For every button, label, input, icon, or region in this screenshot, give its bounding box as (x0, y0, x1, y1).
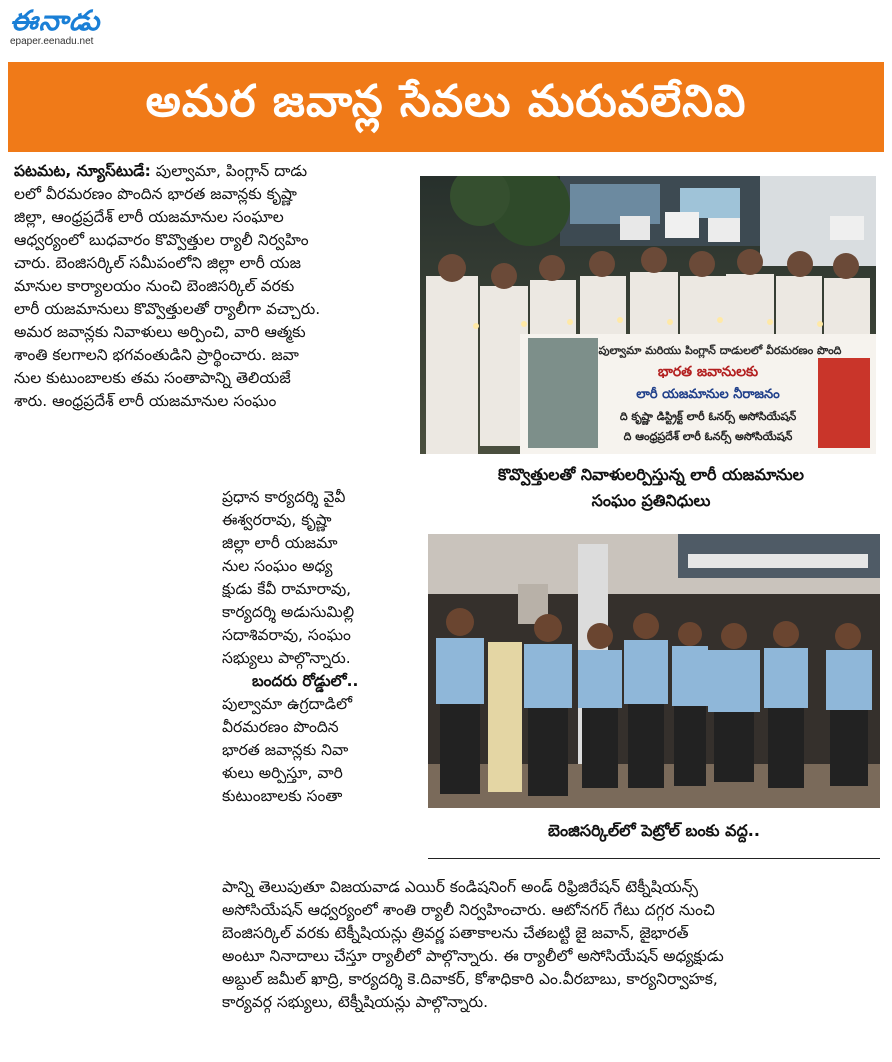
photo-petrol-bunk (428, 534, 880, 808)
para-1-line: జిల్లా, ఆంధ్రప్రదేశ్ లారీ యజమానుల సంఘాల (14, 208, 284, 226)
subhead-bandar-road: బందరు రోడ్డులో.. (252, 672, 359, 690)
photo-1-banner-line-1: పుల్వామా మరియు పింగ్లాన్ దాడులలో వీరమరణం పొంది (598, 344, 842, 357)
para-4-lines (222, 876, 882, 1014)
article-para-1 (14, 160, 412, 413)
photo-1-caption-line-1: కొవ్వొత్తులతో నివాళులర్పిస్తున్న లారీ యజమానుల (497, 465, 805, 484)
para-2-line: ప్రధాన కార్యదర్శి వైవీ (222, 488, 346, 506)
article-para-2 (222, 486, 408, 808)
para-3-line: పుల్వామా ఉగ్రదాడిలో (222, 695, 353, 713)
photo-2-image (428, 534, 880, 808)
para-2-line: సభ్యులు పాల్గొన్నారు. (222, 649, 351, 667)
para-1-line: లారీ యజమానులు కొవ్వొత్తులతో ర్యాలీగా వచ్చారు. (14, 300, 321, 318)
para-4-line: బెంజిసర్కిల్ వరకు టెక్నీషియన్లు త్రివర్ణ పతాకాలను చేతబట్టి జై జవాన్, జైభారత్ (222, 924, 689, 942)
para-3-lines (222, 693, 408, 808)
photo-1-banner-line-2: భారత జవానులకు (657, 364, 759, 380)
para-1-line: నుల కుటుంబాలకు తమ సంతాపాన్ని తెలియజే (14, 369, 291, 387)
para-2-lines (222, 486, 408, 670)
para-1-line: శారు. ఆంధ్రప్రదేశ్ లారీ యజమానుల సంఘం (14, 392, 277, 410)
photo-1-caption (424, 462, 878, 514)
photo-1-banner-line-3: లారీ యజమానుల నీరాజనం (636, 387, 780, 402)
masthead-logo (10, 4, 100, 47)
para-4-line: పాన్ని తెలుపుతూ విజయవాడ ఎయిర్ కండిషనింగ్ అండ్ రిఫ్రిజిరేషన్ టెక్నీషియన్స్ (222, 878, 699, 896)
article-para-4 (222, 876, 882, 1014)
para-2-line: నుల సంఘం అధ్య (222, 557, 333, 575)
para-1-line: లలో వీరమరణం పొందిన భారత జవాన్లకు కృష్ణా (14, 185, 297, 203)
para-2-line: క్షుడు కేవీ రామారావు, (222, 580, 352, 598)
para-3-line: ళులు అర్పిస్తూ, వారి (222, 764, 343, 782)
para-1-line: ఆధ్వర్యంలో బుధవారం కొవ్వొత్తుల ర్యాలీ నిర్వహిం (14, 231, 309, 249)
para-3-line: భారత జవాన్లకు నివా (222, 741, 349, 759)
caption-divider (428, 858, 880, 859)
photo-candle-rally (420, 176, 876, 454)
para-3-line: కుటుంబాలకు సంతా (222, 787, 343, 805)
headline-banner (8, 62, 884, 152)
para-1-line: పటమట, న్యూస్‌టుడే: పుల్వామా, పింగ్లాన్ దాడు (14, 162, 308, 180)
para-1-line: అమర జవాన్లకు నివాళులు అర్పించి, వారి ఆత్మకు (14, 323, 306, 341)
para-1-line: మానుల కార్యాలయం నుంచి బెంజిసర్కిల్ వరకు (14, 277, 295, 295)
logo-wordmark: ఈనాడు (10, 4, 101, 37)
photo-1-banner-line-4: ది కృష్ణా డిస్ట్రిక్ట్ లారీ ఓనర్స్ అసోసియేషన్ (619, 410, 797, 423)
para-2-line: ఈశ్వరరావు, కృష్ణా (222, 511, 332, 529)
photo-2-caption: బెంజిసర్కిల్‌లో పెట్రోల్ బంకు వద్ద.. (548, 821, 760, 840)
para-1-line: చారు. బెంజిసర్కిల్ సమీపంలోని జిల్లా లారీ యజ (14, 254, 301, 272)
para-2-line: కార్యదర్శి అడుసుమిల్లి (222, 603, 355, 621)
para-4-line: అబ్దుల్ జమీల్ ఖాద్రి, కార్యదర్శి కె.దివాకర్, కోశాధికారి ఎం.వీరబాబు, కార్యనిర్వాహక, (222, 970, 718, 988)
logo-url: epaper.eenadu.net (10, 36, 94, 47)
photo-1-caption-line-2: సంఘం ప్రతినిధులు (591, 491, 711, 510)
photo-1-banner-line-5: ది ఆంధ్రప్రదేశ్ లారీ ఓనర్స్ అసోసియేషన్ (623, 430, 793, 443)
para-3-line: వీరమరణం పొందిన (222, 718, 339, 736)
photo-1-image (420, 176, 876, 454)
para-4-line: కార్యవర్గ సభ్యులు, టెక్నీషియన్లు పాల్గొన్నారు. (222, 993, 489, 1011)
para-2-line: జిల్లా లారీ యజమా (222, 534, 338, 552)
headline: అమర జవాన్ల సేవలు మరువలేనివి (145, 76, 747, 127)
para-2-line: సదాశివరావు, సంఘం (222, 626, 351, 644)
para-1-line: శాంతి కలగాలని భగవంతుడిని ప్రార్థించారు. జవా (14, 346, 299, 364)
dateline: పటమట, న్యూస్‌టుడే: (14, 162, 151, 180)
para-1-lines (14, 160, 412, 413)
para-4-line: అంటూ నినాదాలు చేస్తూ ర్యాలీలో పాల్గొన్నారు. ఈ ర్యాలీలో అసోసియేషన్ అధ్యక్షుడు (222, 947, 724, 965)
para-4-line: అసోసియేషన్ ఆధ్వర్యంలో శాంతి ర్యాలీ నిర్వహించారు. ఆటోనగర్ గేటు దగ్గర నుంచి (222, 901, 715, 919)
